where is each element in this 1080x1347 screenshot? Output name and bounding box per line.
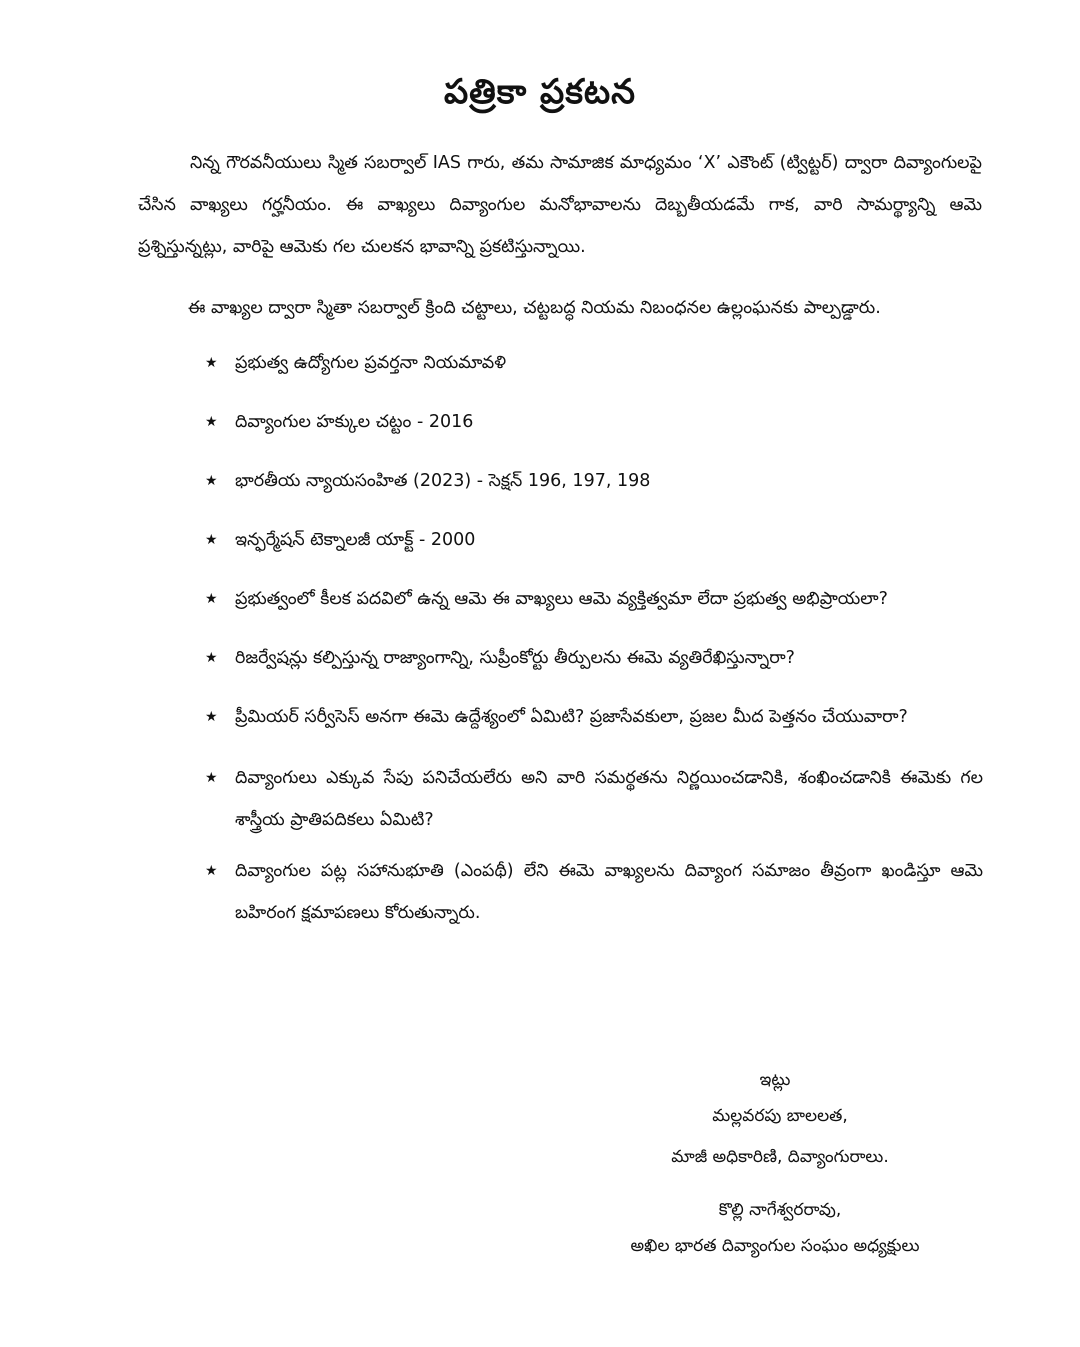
- star-bullet-icon: ★: [205, 473, 218, 489]
- list-item-text: దివ్యాంగుల హక్కుల చట్టం - 2016: [235, 412, 474, 432]
- list-item: [205, 850, 983, 934]
- star-bullet-icon: ★: [205, 770, 218, 786]
- list-item: [205, 639, 983, 677]
- star-bullet-icon: ★: [205, 532, 218, 548]
- star-bullet-icon: ★: [205, 355, 218, 371]
- star-bullet-icon: ★: [205, 709, 218, 725]
- list-item-text: ఇన్ఫర్మేషన్ టెక్నాలజీ యాక్ట్ - 2000: [235, 530, 476, 550]
- intro-paragraph: నిన్న గౌరవనీయులు స్మిత సబర్వాల్ IAS గారు, తమ సామాజిక మాధ్యమం ‘X’ ఎకౌంట్ (ట్విట్టర్) ద్వారా దివ్యాంగులపై చేసిన వాఖ్యలు గర్హనీయం. ఈ వాఖ్యలు దివ్యాంగుల మనోభావాలను దెబ్బతీయడమే గాక, వారి సామర్థ్యాన్ని ఆమె ప్రశ్నిస్తున్నట్లు, వారిపై ఆమెకు గల చులకన భావాన్ని ప్రకటిస్తున్నాయి.: [138, 153, 982, 257]
- list-item-text: రిజర్వేషన్లు కల్పిస్తున్న రాజ్యాంగాన్ని, సుప్రీంకోర్టు తీర్పులను ఈమె వ్యతిరేఖిస్తున్నారా?: [235, 648, 795, 668]
- list-item-text: ప్రభుత్వ ఉద్యోగుల ప్రవర్తనా నియమావళి: [235, 353, 507, 373]
- points-list: [205, 344, 983, 943]
- signer2-name: కొల్లి నాగేశ్వరరావు,: [718, 1200, 842, 1220]
- list-item: [205, 757, 983, 841]
- star-bullet-icon: ★: [205, 591, 218, 607]
- signature-closing: ఇట్లు: [759, 1070, 791, 1090]
- list-item: [205, 698, 983, 736]
- signer1-name: మల్లవరపు బాలలత,: [712, 1106, 848, 1126]
- list-item: [205, 344, 983, 382]
- list-item-text: దివ్యాంగులు ఎక్కువ సేపు పనిచేయలేరు అని వారి సమర్థతను నిర్ణయించడానికి, శంఖించడానికి ఈమెకు గల శాస్త్రీయ ప్రాతిపదికలు ఏమిటి?: [235, 768, 983, 830]
- list-item: [205, 521, 983, 559]
- violation-paragraph: ఈ వాఖ్యల ద్వారా స్మితా సబర్వాల్ క్రింది చట్టాలు, చట్టబద్ధ నియమ నిబంధనల ఉల్లంఘనకు పాల్పడ్డారు.: [188, 298, 881, 318]
- star-bullet-icon: ★: [205, 650, 218, 666]
- list-item: [205, 580, 983, 618]
- page-title: పత్రికా ప్రకటన: [443, 72, 637, 112]
- list-item: [205, 403, 983, 441]
- star-bullet-icon: ★: [205, 863, 218, 879]
- list-item-text: భారతీయ న్యాయసంహిత (2023) - సెక్షన్ 196, 197, 198: [235, 471, 651, 491]
- list-item-text: ప్రీమియర్ సర్వీసెస్ అనగా ఈమె ఉద్దేశ్యంలో ఏమిటి? ప్రజాసేవకులా, ప్రజల మీద పెత్తనం చేయువారా?: [235, 707, 908, 727]
- signer2-title: అఖిల భారత దివ్యాంగుల సంఘం అధ్యక్షులు: [630, 1236, 920, 1256]
- list-item: [205, 462, 983, 500]
- signer1-title: మాజీ అధికారిణి, దివ్యాంగురాలు.: [671, 1147, 889, 1167]
- star-bullet-icon: ★: [205, 414, 218, 430]
- list-item-text: ప్రభుత్వంలో కీలక పదవిలో ఉన్న ఆమె ఈ వాఖ్యలు ఆమె వ్యక్తిత్వమా లేదా ప్రభుత్వ అభిప్రాయలా?: [235, 589, 888, 609]
- list-item-text: దివ్యాంగుల పట్ల సహానుభూతి (ఎంపథీ) లేని ఈమె వాఖ్యలను దివ్యాంగ సమాజం తీవ్రంగా ఖండిస్తూ ఆమె బహిరంగ క్షమాపణలు కోరుతున్నారు.: [235, 861, 983, 923]
